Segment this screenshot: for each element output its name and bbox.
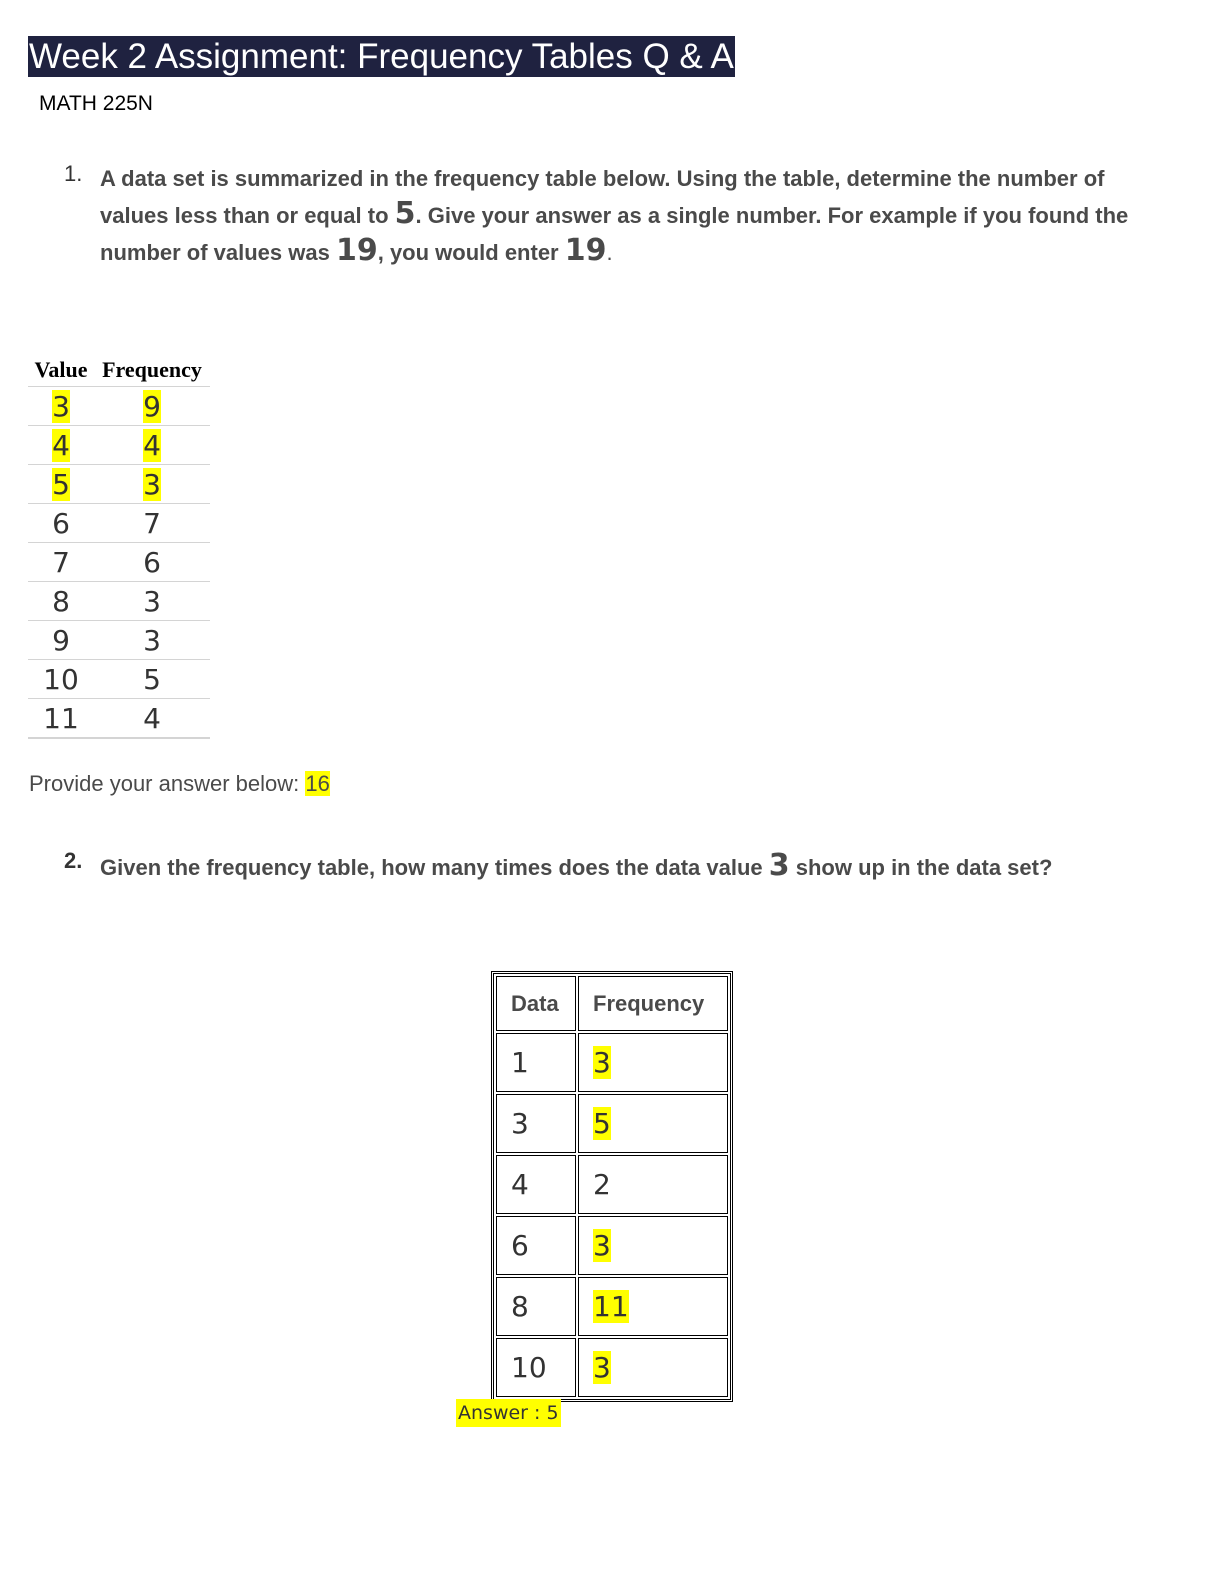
frequency-cell [94, 699, 210, 739]
table-row [496, 1033, 728, 1092]
cell-text: 2 [593, 1168, 611, 1201]
table-body [28, 387, 210, 739]
example-value: 19 [335, 233, 378, 268]
cell-text: 3 [143, 584, 161, 618]
table-row [28, 699, 210, 739]
frequency-cell [578, 1277, 728, 1336]
cell-text: 7 [143, 506, 161, 540]
example-value: 19 [564, 233, 607, 268]
value-cell [28, 543, 94, 582]
question-text-part: show up in the data set? [789, 855, 1053, 880]
cell-text: 1 [511, 1046, 529, 1079]
cell-text: 4 [511, 1168, 529, 1201]
data-cell [496, 1277, 576, 1336]
data-cell [496, 1033, 576, 1092]
question-text-part: , you would enter [377, 240, 565, 265]
question-text-part: A data set is summarized in the frequency table below. Using the table, determine the number of values less than or equal to [100, 166, 1105, 228]
table-row [496, 1277, 728, 1336]
data-cell [496, 1338, 576, 1397]
cell-text: 3 [143, 467, 161, 501]
table-row [28, 660, 210, 699]
course-code: MATH 225N [39, 92, 153, 115]
cell-text: 10 [511, 1351, 547, 1384]
question-text-part: . Give your answer as a single number. For example if you found the number of values was [100, 203, 1129, 265]
cell-text: 4 [143, 701, 161, 735]
cell-text: 3 [593, 1351, 611, 1384]
frequency-cell [94, 504, 210, 543]
frequency-cell [94, 621, 210, 660]
cell-text: 6 [52, 506, 70, 540]
cell-text: 6 [143, 545, 161, 579]
frequency-cell [94, 426, 210, 465]
column-header: Frequency [102, 357, 202, 382]
cell-text: 3 [593, 1046, 611, 1079]
cell-text: 9 [52, 623, 70, 657]
value-cell [28, 465, 94, 504]
value-cell [28, 660, 94, 699]
question-text-part: . [606, 240, 613, 265]
cell-text: 3 [593, 1229, 611, 1262]
cell-text: 3 [52, 389, 70, 423]
value-cell [28, 699, 94, 739]
value-cell [28, 426, 94, 465]
frequency-table-1 [28, 354, 210, 739]
question-1 [64, 161, 1174, 270]
table-row [496, 1338, 728, 1397]
table-row [28, 582, 210, 621]
value-cell [28, 582, 94, 621]
frequency-cell [94, 582, 210, 621]
question-value: 3 [768, 848, 790, 883]
question-2 [64, 848, 1174, 885]
table-row [28, 387, 210, 426]
frequency-cell [94, 465, 210, 504]
frequency-table-2 [491, 971, 733, 1402]
table-row [28, 465, 210, 504]
cell-text: 7 [52, 545, 70, 579]
table-row [28, 426, 210, 465]
frequency-cell [578, 1094, 728, 1153]
question-value: 5 [394, 196, 416, 231]
cell-text: 5 [52, 467, 70, 501]
frequency-cell [578, 1033, 728, 1092]
question-text-part: Given the frequency table, how many times does the data value [100, 855, 769, 880]
table-row [28, 543, 210, 582]
answer-label: Provide your answer below: [29, 771, 306, 796]
data-cell [496, 1155, 576, 1214]
table-row [28, 621, 210, 660]
data-cell [496, 1094, 576, 1153]
data-cell [496, 1216, 576, 1275]
cell-text: 5 [593, 1107, 611, 1140]
cell-text: 8 [52, 584, 70, 618]
value-cell [28, 504, 94, 543]
frequency-cell [94, 660, 210, 699]
table-row [496, 1216, 728, 1275]
cell-text: 3 [143, 623, 161, 657]
value-cell [28, 621, 94, 660]
table-row [496, 1094, 728, 1153]
cell-text: 9 [143, 389, 161, 423]
cell-text: 8 [511, 1290, 529, 1323]
column-header: Data [496, 976, 576, 1031]
column-header: Frequency [578, 976, 728, 1031]
cell-text: 4 [143, 428, 161, 462]
frequency-cell [578, 1155, 728, 1214]
question-text [100, 848, 1174, 885]
answer-value: 16 [305, 771, 330, 796]
frequency-cell [94, 387, 210, 426]
frequency-cell [578, 1338, 728, 1397]
table-body [496, 1033, 728, 1397]
answer-badge: Answer : 5 [456, 1399, 561, 1427]
frequency-cell [94, 543, 210, 582]
frequency-cell [578, 1216, 728, 1275]
cell-text: 6 [511, 1229, 529, 1262]
column-header: Value [34, 357, 88, 382]
cell-text: 5 [143, 662, 161, 696]
cell-text: 4 [52, 428, 70, 462]
page-title: Week 2 Assignment: Frequency Tables Q & A [29, 37, 734, 76]
table-row [28, 504, 210, 543]
question-text [100, 161, 1174, 270]
value-cell [28, 387, 94, 426]
answer-line [29, 771, 330, 797]
cell-text: 11 [43, 701, 79, 735]
cell-text: 10 [43, 662, 79, 696]
question-number: 1. [64, 161, 83, 186]
table-row [496, 1155, 728, 1214]
cell-text: 11 [593, 1290, 629, 1323]
cell-text: 3 [511, 1107, 529, 1140]
question-number: 2. [64, 848, 83, 873]
